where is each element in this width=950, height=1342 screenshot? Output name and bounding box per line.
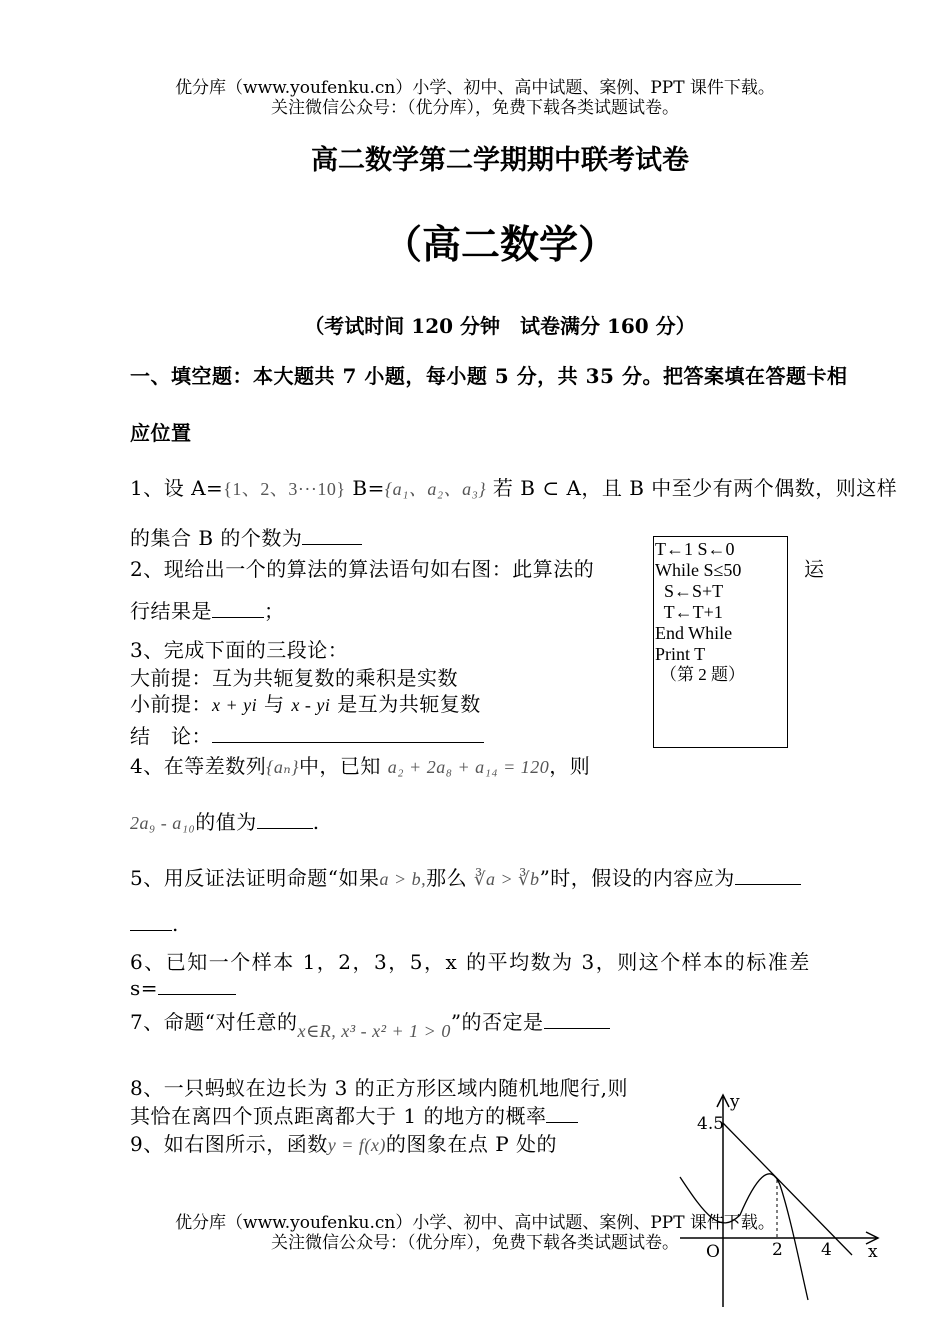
q3-expr-2: x - yi xyxy=(291,695,331,715)
q3-minor-mid: 与 xyxy=(257,692,292,716)
graph-origin: O xyxy=(706,1242,720,1262)
section-1-heading: 一、填空题：本大题共 7 小题，每小题 5 分，共 35 分。把答案填在答题卡相 xyxy=(130,364,848,388)
q7-suffix: ”的否定是 xyxy=(450,1010,544,1034)
q1-set-a: {1、2、3···10} xyxy=(223,479,346,499)
q8-answer-blank[interactable] xyxy=(546,1104,578,1123)
question-2: 2、现给出一个的算法的算法语句如右图：此算法的 xyxy=(130,557,595,581)
algo-line-5: End While xyxy=(655,623,733,643)
q4-end: ，则 xyxy=(549,754,591,778)
algo-line-2: While S≤50 xyxy=(655,560,742,580)
q1-line2: 的集合 B 的个数为 xyxy=(130,526,303,550)
header-line-2: 关注微信公众号：（优分库），免费下载各类试题试卷。 xyxy=(271,98,679,118)
algo-line-6: Print T xyxy=(655,644,706,664)
q1-answer-blank[interactable] xyxy=(302,526,362,545)
algo-caption: （第 2 题） xyxy=(660,665,745,684)
q5-suffix: ”时，假设的内容应为 xyxy=(539,866,735,890)
q9-prefix: 9、如右图所示，函数 xyxy=(130,1132,328,1156)
subtitle: （高二数学） xyxy=(382,222,617,268)
q4-expr: a₂ + 2a₈ + a₁₄ = 120 xyxy=(387,757,550,777)
q3-expr-1: x + yi xyxy=(212,695,258,715)
q8-line2: 其恰在离四个顶点距离都大于 1 的地方的概率 xyxy=(130,1104,547,1128)
footer-line-1: 优分库（www.youfenku.cn）小学、初中、高中试题、案例、PPT 课件下载。 xyxy=(175,1213,775,1233)
q9-suffix: 的图象在点 P 处的 xyxy=(385,1132,558,1156)
q5-cond: a > b, xyxy=(379,869,427,889)
algo-line-1: T←1 S←0 xyxy=(655,539,735,559)
function-graph xyxy=(660,1085,900,1310)
q4-line2: 的值为 xyxy=(195,810,257,834)
q3-conclusion-label: 结 论： xyxy=(130,724,212,748)
q6-line2: s= xyxy=(130,976,159,1000)
q1-mid: B= xyxy=(352,476,385,500)
question-1-line-2 xyxy=(130,522,362,551)
question-4 xyxy=(130,750,590,779)
q5-mid: 那么 xyxy=(426,866,468,890)
q7-prefix: 7、命题“对任意的 xyxy=(130,1010,298,1034)
question-6: 6、已知一个样本 1，2，3，5，x 的平均数为 3，则这个样本的标准差 xyxy=(130,950,811,974)
q3-major-premise: 大前提：互为共轭复数的乘积是实数 xyxy=(130,666,458,690)
exam-info: （考试时间 120 分钟 试卷满分 160 分） xyxy=(304,314,696,338)
question-8: 8、一只蚂蚁在边长为 3 的正方形区域内随机地爬行,则 xyxy=(130,1076,629,1100)
q2-line2: 行结果是 xyxy=(130,599,212,623)
q3-minor-prefix: 小前提： xyxy=(130,692,212,716)
q5-answer-blank[interactable] xyxy=(735,866,801,885)
page-title: 高二数学第二学期期中联考试卷 xyxy=(311,145,689,176)
q5-answer-blank-2[interactable] xyxy=(130,912,172,931)
graph-y-tick: 4.5 xyxy=(697,1114,725,1134)
q5-prefix: 5、用反证法证明命题“如果 xyxy=(130,866,380,890)
q1-text: 若 B ⊂ A，且 B 中至少有两个偶数，则这样 xyxy=(492,476,898,500)
algo-line-4: T←T+1 xyxy=(655,602,723,622)
question-4-line-2: 2a₉ - a₁₀的值为 . xyxy=(130,810,320,834)
graph-x-tick-2: 2 xyxy=(772,1240,783,1260)
q3-conclusion xyxy=(130,720,484,749)
q7-answer-blank[interactable] xyxy=(544,1010,610,1029)
graph-y-label: y xyxy=(730,1092,740,1112)
graph-x-tick-4: 4 xyxy=(821,1240,832,1260)
question-1 xyxy=(130,472,897,501)
q1-set-b: {a₁、a₂、a₃} xyxy=(384,479,487,499)
q2-end: ； xyxy=(264,599,285,623)
header-line-1: 优分库（www.youfenku.cn）小学、初中、高中试题、案例、PPT 课件下载。 xyxy=(175,78,775,98)
q4-prefix: 4、在等差数列 xyxy=(130,754,267,778)
question-3: 3、完成下面的三段论： xyxy=(130,638,349,662)
q4-seq: {aₙ} xyxy=(266,757,299,777)
q9-expr: y = f(x) xyxy=(327,1135,386,1155)
q4-mid: 中，已知 xyxy=(298,754,381,778)
question-2-run: 运 xyxy=(804,557,825,581)
q2-answer-blank[interactable] xyxy=(212,599,264,618)
q3-minor-premise xyxy=(130,688,481,717)
section-1-heading-cont: 应位置 xyxy=(130,421,192,445)
q3-answer-blank[interactable] xyxy=(212,724,484,743)
question-6-line-2 xyxy=(130,976,236,1000)
q6-answer-blank[interactable] xyxy=(158,976,236,995)
question-2-line-2 xyxy=(130,595,285,624)
q7-expr: x∈R, x³ - x² + 1 > 0 xyxy=(297,1021,451,1041)
q3-minor-suffix: 是互为共轭复数 xyxy=(330,692,481,716)
q4-expr-2: 2a₉ - a₁₀ xyxy=(130,813,196,833)
graph-x-label: x xyxy=(868,1242,878,1262)
footer-line-2: 关注微信公众号：（优分库），免费下载各类试题试卷。 xyxy=(271,1233,679,1253)
question-5-line-2: . xyxy=(130,912,179,936)
question-9 xyxy=(130,1128,557,1157)
q5-concl: ∛a > ∛b xyxy=(473,869,540,889)
q4-answer-blank[interactable] xyxy=(257,810,313,829)
q1-prefix: 1、设 A= xyxy=(130,476,224,500)
question-7 xyxy=(130,1006,610,1042)
algo-line-3: S←S+T xyxy=(655,581,724,601)
question-5 xyxy=(130,862,801,891)
question-8-line-2 xyxy=(130,1100,578,1129)
